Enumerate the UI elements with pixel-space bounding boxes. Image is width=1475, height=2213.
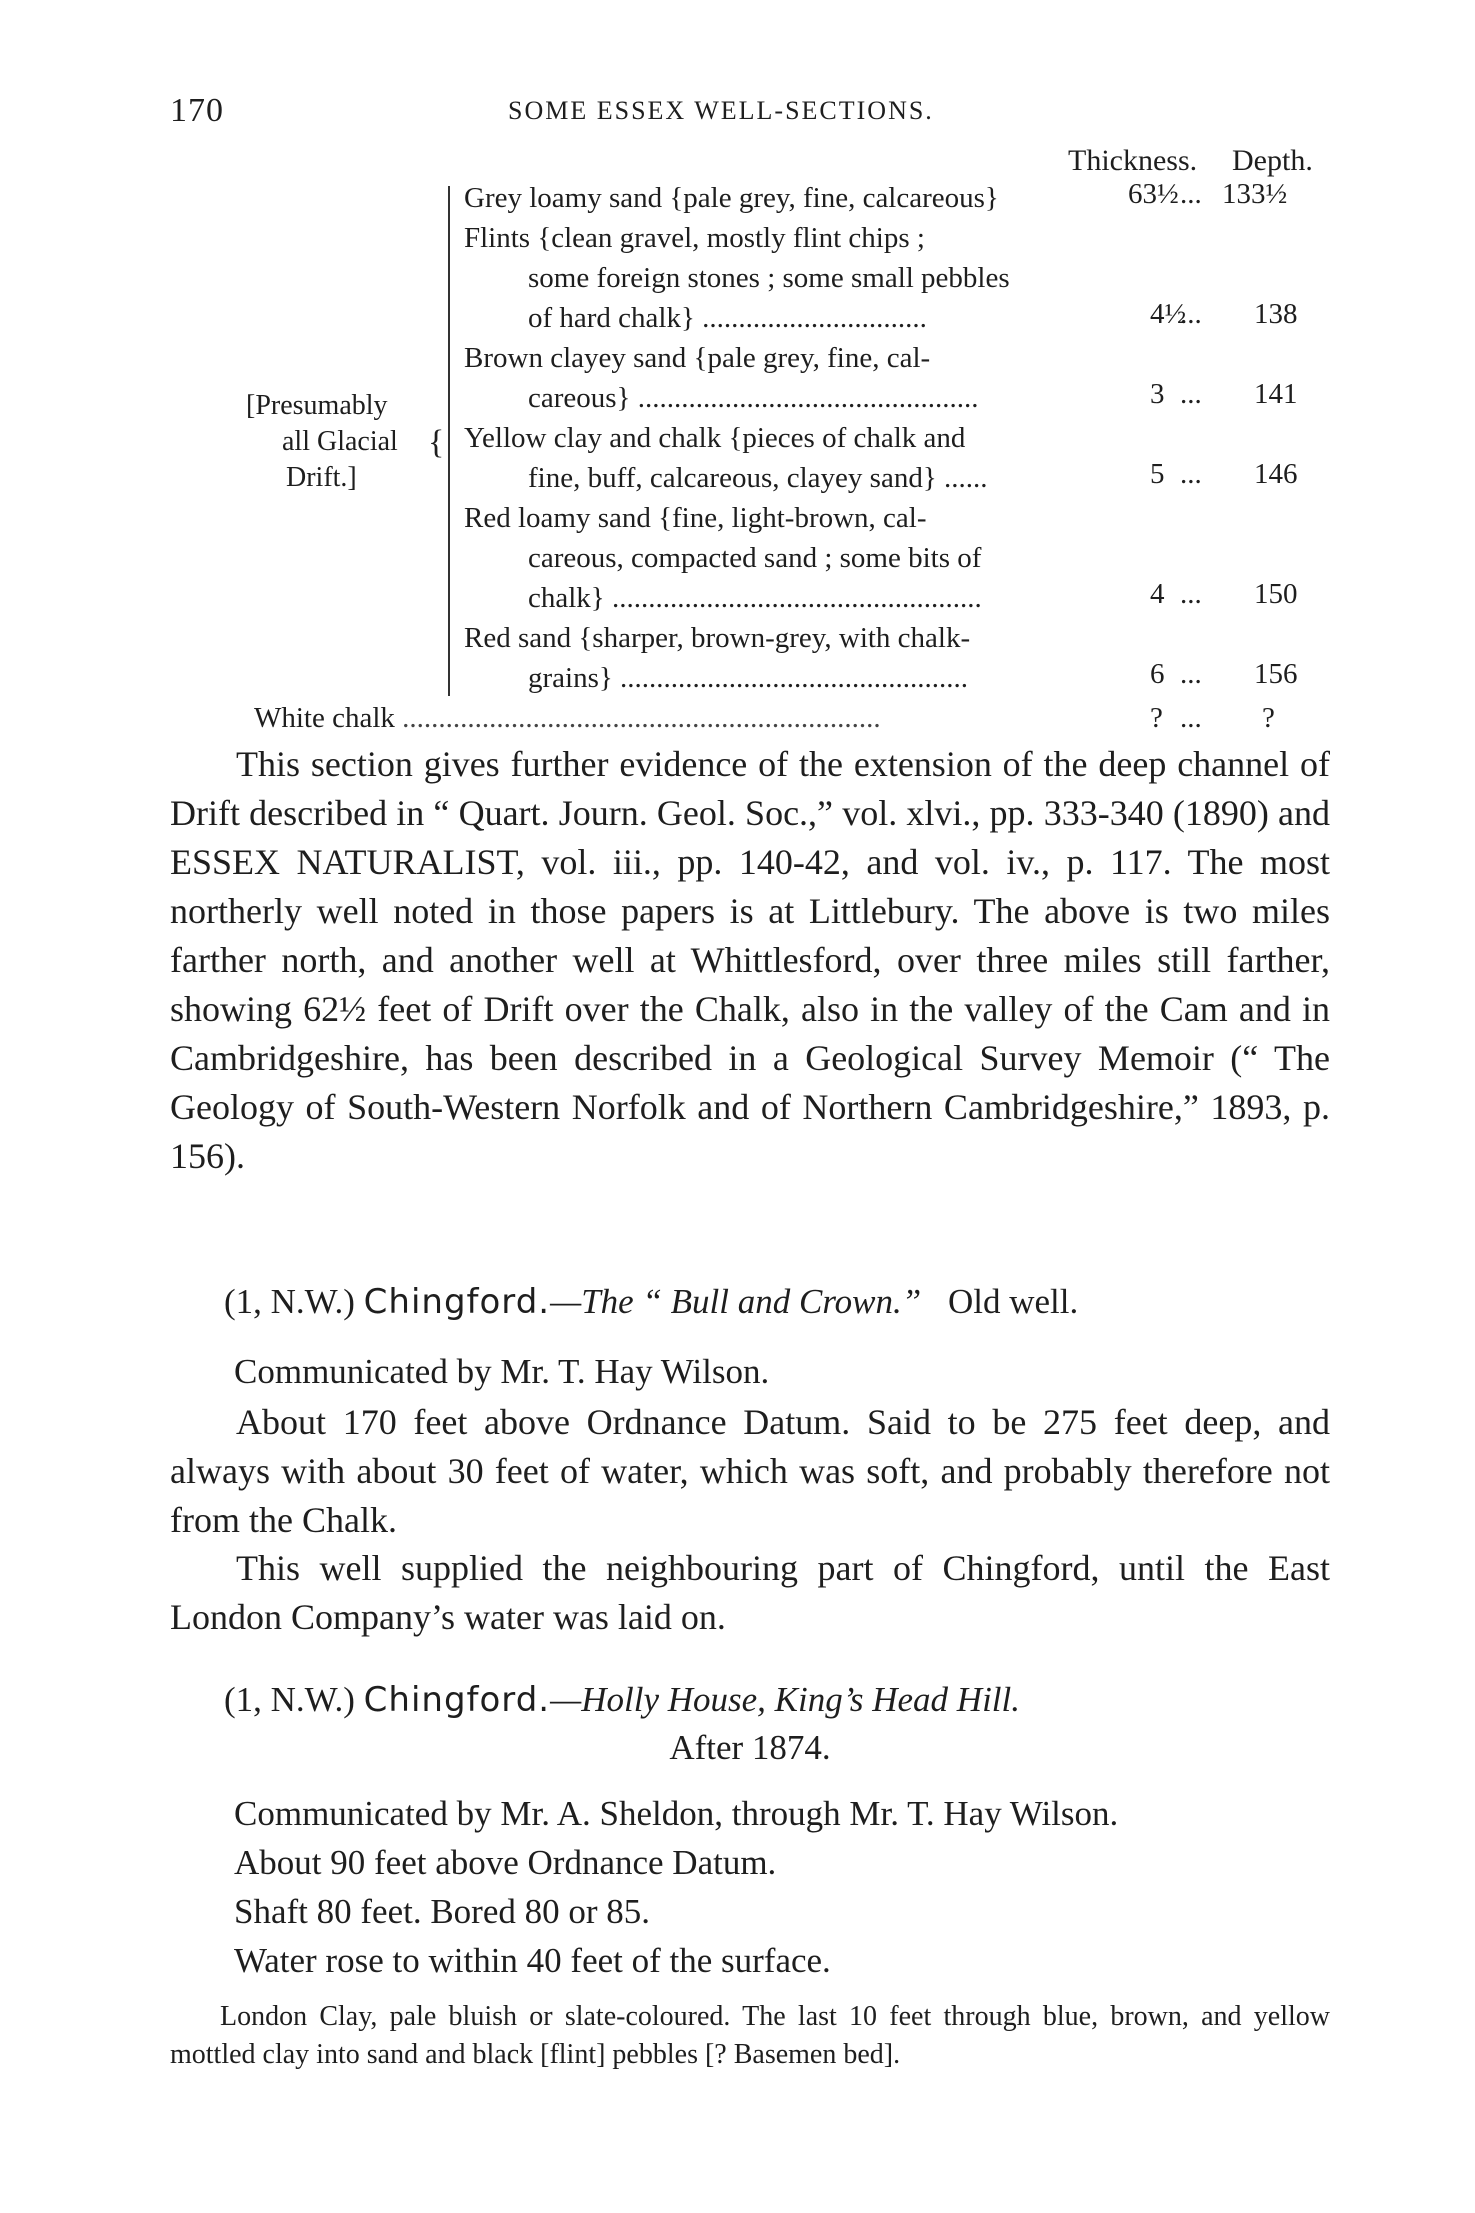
layer-description: Red sand {sharper, brown-grey, with chalk- (464, 622, 971, 654)
layer-description: of hard chalk} ............................... (528, 302, 927, 334)
layer-description: careous, compacted sand ; some bits of (528, 542, 982, 574)
separator: ... (1180, 578, 1202, 610)
layer-description: Red loamy sand {fine, light-brown, cal- (464, 502, 927, 534)
final-layer-depth: ? (1262, 702, 1275, 734)
group-label-line: Drift.] (286, 462, 357, 493)
entry-paragraph: About 170 feet above Ordnance Datum. Said to be 275 feet deep, and always with about 30 feet of water, which was soft, and probably therefore not from the Chalk. (170, 1402, 1330, 1540)
layer-thickness: 3 (1150, 378, 1165, 410)
group-label-line: [Presumably (246, 390, 388, 421)
running-title: SOME ESSEX WELL-SECTIONS. (508, 96, 934, 125)
final-layer-row (254, 702, 881, 735)
communicated-by: Communicated by Mr. A. Sheldon, through Mr. T. Hay Wilson. (234, 1794, 1119, 1833)
layer-row (464, 618, 1294, 698)
separator: ... (1180, 298, 1202, 330)
page-number: 170 (170, 92, 224, 129)
final-layer-thickness: ? (1150, 702, 1163, 734)
entry-line: Shaft 80 feet. Bored 80 or 85. (234, 1892, 651, 1931)
entry-map-ref: (1, N.W.) (224, 1680, 355, 1719)
entry-note: Old well. (947, 1282, 1079, 1321)
layer-row (464, 418, 1294, 498)
layer-description: grains} ................................................ (528, 662, 969, 694)
entry-line: About 90 feet above Ordnance Datum. (234, 1843, 777, 1882)
layer-row (464, 498, 1294, 618)
layer-depth: 133½ (1222, 178, 1288, 210)
layer-description: some foreign stones ; some small pebbles (528, 262, 1010, 294)
separator: ... (1180, 658, 1202, 690)
layer-depth: 141 (1254, 378, 1298, 410)
layer-thickness: 4½ (1150, 298, 1187, 330)
group-label-line: all Glacial (282, 426, 398, 457)
layer-row (464, 338, 1294, 418)
entry-map-ref: (1, N.W.) (224, 1282, 355, 1321)
separator: ... (1180, 178, 1202, 210)
section-note: London Clay, pale bluish or slate-coloured. The last 10 feet through blue, brown, and yellow mottled clay into sand and black [flint] pebbles [? Basemen bed]. (170, 2001, 1330, 2070)
communicated-by: Communicated by Mr. T. Hay Wilson. (234, 1352, 770, 1391)
layer-description: chalk} ................................................... (528, 582, 982, 614)
layer-thickness: 5 (1150, 458, 1165, 490)
layer-thickness: 4 (1150, 578, 1165, 610)
layer-depth: 146 (1254, 458, 1298, 490)
final-layer-label: White chalk (254, 702, 395, 734)
layer-thickness: 63½ (1128, 178, 1179, 210)
separator: ... (1180, 458, 1202, 490)
group-label (246, 388, 398, 496)
entry-paragraph: This well supplied the neighbouring part of Chingford, until the East London Company’s water was laid on. (170, 1548, 1330, 1637)
layer-depth: 138 (1254, 298, 1298, 330)
layer-description: careous} ............................................... (528, 382, 979, 414)
group-brace: { (428, 424, 445, 461)
entry-place: Chingford. (363, 1680, 551, 1720)
layer-description: fine, buff, calcareous, clayey sand} ...... (528, 462, 988, 494)
entry-line: Water rose to within 40 feet of the surface. (234, 1941, 831, 1980)
entry-site: —The “ Bull and Crown.” (550, 1282, 922, 1321)
thickness-column-header: Thickness. (1068, 144, 1198, 177)
entry-heading (224, 1282, 1078, 1322)
entry-site: —Holly House, King’s Head Hill. (550, 1680, 1020, 1719)
layer-thickness: 6 (1150, 658, 1165, 690)
layer-depth: 156 (1254, 658, 1298, 690)
layer-description: Flints {clean gravel, mostly flint chips ; (464, 222, 925, 254)
group-bracket (448, 186, 450, 696)
entry-heading (224, 1680, 1020, 1720)
depth-column-header: Depth. (1232, 144, 1313, 177)
layer-description: Yellow clay and chalk {pieces of chalk and (464, 422, 966, 454)
separator: ... (1180, 378, 1202, 410)
entry-date: After 1874. (669, 1728, 831, 1767)
leader-dots: .................................................................. (402, 702, 881, 734)
separator: ... (1180, 702, 1202, 734)
running-header (170, 92, 1330, 142)
discussion-paragraph: This section gives further evidence of the extension of the deep channel of Drift described in “ Quart. Journ. Geol. Soc.,” vol. xlvi., pp. 333-340 (1890) and ESSEX NATURALIST, vol. iii., pp. 140-42, and vol. iv., p. 117. The most northerly well noted in those papers is at Littlebury. The above is two miles farther north, and another well at Whittlesford, over three miles still farther, showing 62½ feet of Drift over the Chalk, also in the valley of the Cam and in Cambridgeshire, has been described in a Geological Survey Memoir (“ The Geology of South-Western Norfolk and of Northern Cambridgeshire,” 1893, p. 156). (170, 744, 1330, 1176)
entry-place: Chingford. (363, 1282, 551, 1322)
layer-description: Grey loamy sand {pale grey, fine, calcareous} (464, 182, 999, 214)
layer-depth: 150 (1254, 578, 1298, 610)
layer-description: Brown clayey sand {pale grey, fine, cal- (464, 342, 931, 374)
